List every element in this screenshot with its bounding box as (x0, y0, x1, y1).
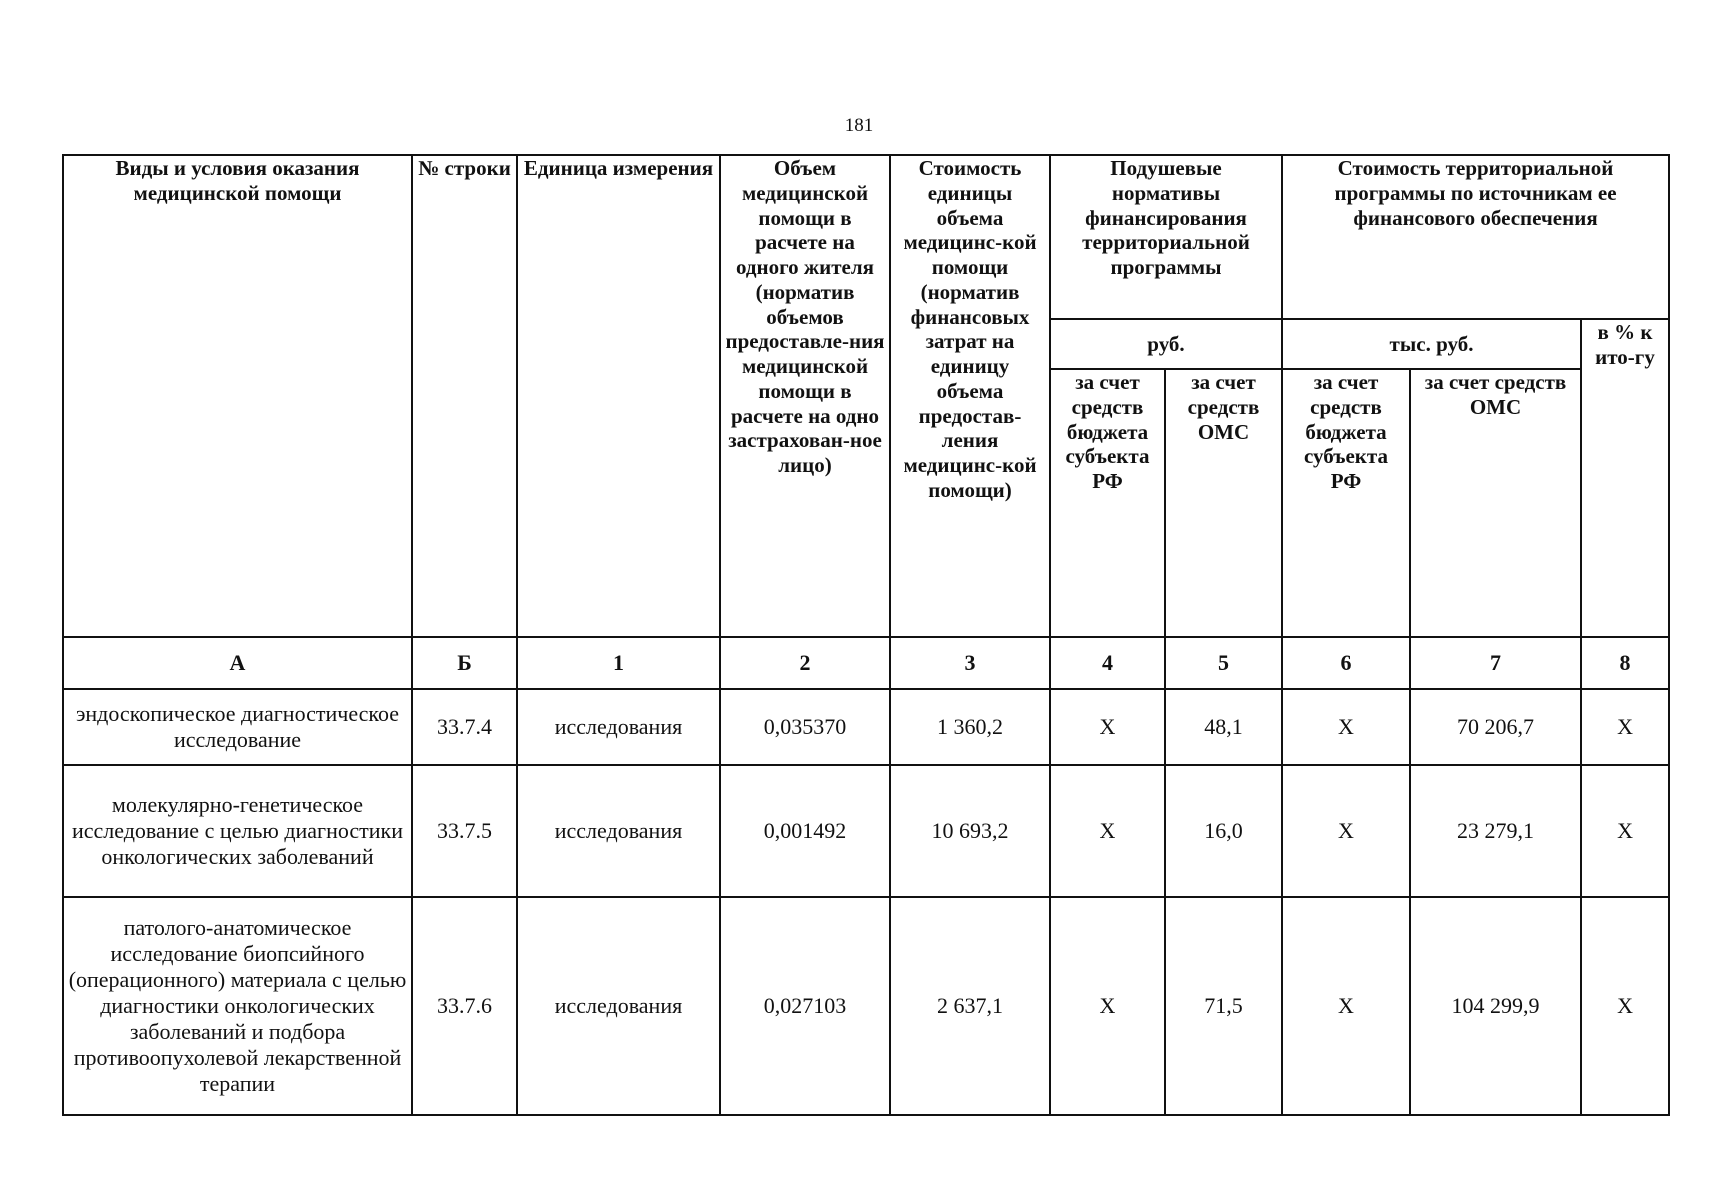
cell-cost: 2 637,1 (890, 897, 1050, 1115)
cell-total-oms: 70 206,7 (1410, 689, 1581, 765)
cell-per-capita-oms: 71,5 (1165, 897, 1282, 1115)
cell-per-capita-budget: Х (1050, 689, 1165, 765)
header-per-capita-oms: за счет средств ОМС (1165, 369, 1282, 637)
cell-row-number: 33.7.6 (412, 897, 517, 1115)
header-total-oms: за счет средств ОМС (1410, 369, 1581, 637)
cell-total-budget: Х (1282, 689, 1410, 765)
column-letter: 7 (1410, 637, 1581, 689)
cell-total-budget: Х (1282, 765, 1410, 897)
header-row-number: № строки (412, 155, 517, 637)
cell-cost: 1 360,2 (890, 689, 1050, 765)
header-kinds: Виды и условия оказания медицинской помощи (63, 155, 412, 637)
cell-volume: 0,001492 (720, 765, 890, 897)
financing-table (62, 154, 1670, 1116)
header-percent: в % к ито-гу (1581, 319, 1669, 637)
column-letter: 4 (1050, 637, 1165, 689)
cell-per-capita-budget: Х (1050, 765, 1165, 897)
table-row (63, 765, 1669, 897)
cell-name: патолого-анатомическое исследование биопсийного (операционного) материала с целью диагностики онкологических заболеваний и подбора противоопухолевой лекарственной терапии (63, 897, 412, 1115)
header-total-budget: за счет средств бюджета субъекта РФ (1282, 369, 1410, 637)
header-unit: Единица измерения (517, 155, 720, 637)
cell-name: эндоскопическое диагностическое исследование (63, 689, 412, 765)
header-unit-rub: руб. (1050, 319, 1282, 369)
table-row (63, 897, 1669, 1115)
cell-unit: исследования (517, 689, 720, 765)
cell-name: молекулярно-генетическое исследование с целью диагностики онкологических заболеваний (63, 765, 412, 897)
cell-volume: 0,035370 (720, 689, 890, 765)
column-letter: А (63, 637, 412, 689)
cell-row-number: 33.7.5 (412, 765, 517, 897)
table-row (63, 689, 1669, 765)
header-cost: Стоимость единицы объема медицинс-кой помощи (норматив финансовых затрат на единицу объема предостав-ления медицинс-кой помощи) (890, 155, 1050, 637)
cell-unit: исследования (517, 765, 720, 897)
column-letter: 8 (1581, 637, 1669, 689)
cell-percent: Х (1581, 689, 1669, 765)
page-number: 181 (844, 115, 874, 136)
cell-row-number: 33.7.4 (412, 689, 517, 765)
cell-per-capita-budget: Х (1050, 897, 1165, 1115)
header-volume: Объем медицинской помощи в расчете на одного жителя (норматив объемов предоставле-ния медицинской помощи в расчете на одно застрахован-ное лицо) (720, 155, 890, 637)
header-cost-total-group: Стоимость территориальной программы по источникам ее финансового обеспечения (1282, 155, 1669, 319)
cell-percent: Х (1581, 765, 1669, 897)
cell-total-budget: Х (1282, 897, 1410, 1115)
header-per-capita-group: Подушевые нормативы финансирования территориальной программы (1050, 155, 1282, 319)
cell-cost: 10 693,2 (890, 765, 1050, 897)
column-letter: 5 (1165, 637, 1282, 689)
cell-total-oms: 23 279,1 (1410, 765, 1581, 897)
column-letter: Б (412, 637, 517, 689)
cell-total-oms: 104 299,9 (1410, 897, 1581, 1115)
column-letter: 2 (720, 637, 890, 689)
cell-percent: Х (1581, 897, 1669, 1115)
cell-per-capita-oms: 16,0 (1165, 765, 1282, 897)
cell-volume: 0,027103 (720, 897, 890, 1115)
column-letter: 3 (890, 637, 1050, 689)
header-per-capita-budget: за счет средств бюджета субъекта РФ (1050, 369, 1165, 637)
column-letter: 6 (1282, 637, 1410, 689)
header-unit-thousand-rub: тыс. руб. (1282, 319, 1581, 369)
cell-unit: исследования (517, 897, 720, 1115)
cell-per-capita-oms: 48,1 (1165, 689, 1282, 765)
column-letter: 1 (517, 637, 720, 689)
